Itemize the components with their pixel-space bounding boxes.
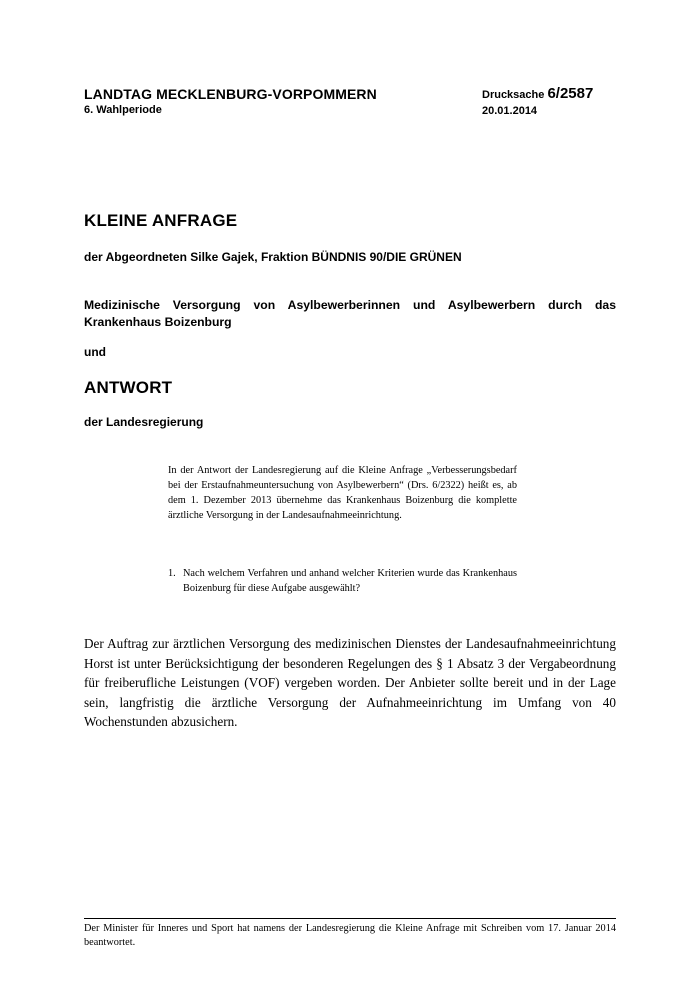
drucksache-label: Drucksache [482,89,545,101]
drucksache-line [482,86,593,103]
document-title: KLEINE ANFRAGE [84,211,238,230]
authors-line: der Abgeordneten Silke Gajek, Fraktion BÜNDNIS 90/DIE GRÜNEN [84,250,462,264]
inquiry-intro: In der Antwort der Landesregierung auf die Kleine Anfrage „Verbesserungsbedarf bei der Erstaufnahmeuntersuchung von Asylbewerbern“ (Drs. 6/2322) heißt es, ab dem 1. Dezember 2013 übernehme das Krankenhaus Boizenburg die komplette ärztliche Versorgung in der Landesaufnahmeeinrichtung. [168,465,517,521]
answer-text: Der Auftrag zur ärztlichen Versorgung des medizinischen Dienstes der Landesaufnahmeeinrichtung Horst ist unter Berücksichtigung der besonderen Regelungen des § 1 Absatz 3 der Vergabeordnung für freiberufliche Leistungen (VOF) vergeben worden. Der Anbieter sollte bereit und in der Lage sein, langfristig die ärztliche Versorgung der Aufnahmeeinrichtung im Umfang von 40 Wochenstunden abzusichern. [84,636,616,729]
answer-title: ANTWORT [84,378,173,397]
drucksache-number: 6/2587 [547,85,594,102]
footnote-divider [84,918,616,919]
question-text: Nach welchem Verfahren und anhand welcher Kriterien wurde das Krankenhaus Boizenburg für diese Aufgabe ausgewählt? [183,568,517,594]
footnote-text: Der Minister für Inneres und Sport hat namens der Landesregierung die Kleine Anfrage mit Schreiben vom 17. Januar 2014 beantwortet. [84,923,616,948]
document-date: 20.01.2014 [482,105,538,117]
parliament-name: LANDTAG MECKLENBURG-VORPOMMERN [84,86,377,102]
inquiry-subject: Medizinische Versorgung von Asylbewerberinnen und Asylbewerbern durch das Krankenhaus Boizenburg [84,298,616,329]
document-header-left [84,86,377,118]
question-item [168,566,517,596]
and-word: und [84,345,106,359]
government-line: der Landesregierung [84,415,204,429]
election-period: 6. Wahlperiode [84,104,162,116]
question-number: 1. [168,568,176,579]
document-header-right [482,86,593,119]
